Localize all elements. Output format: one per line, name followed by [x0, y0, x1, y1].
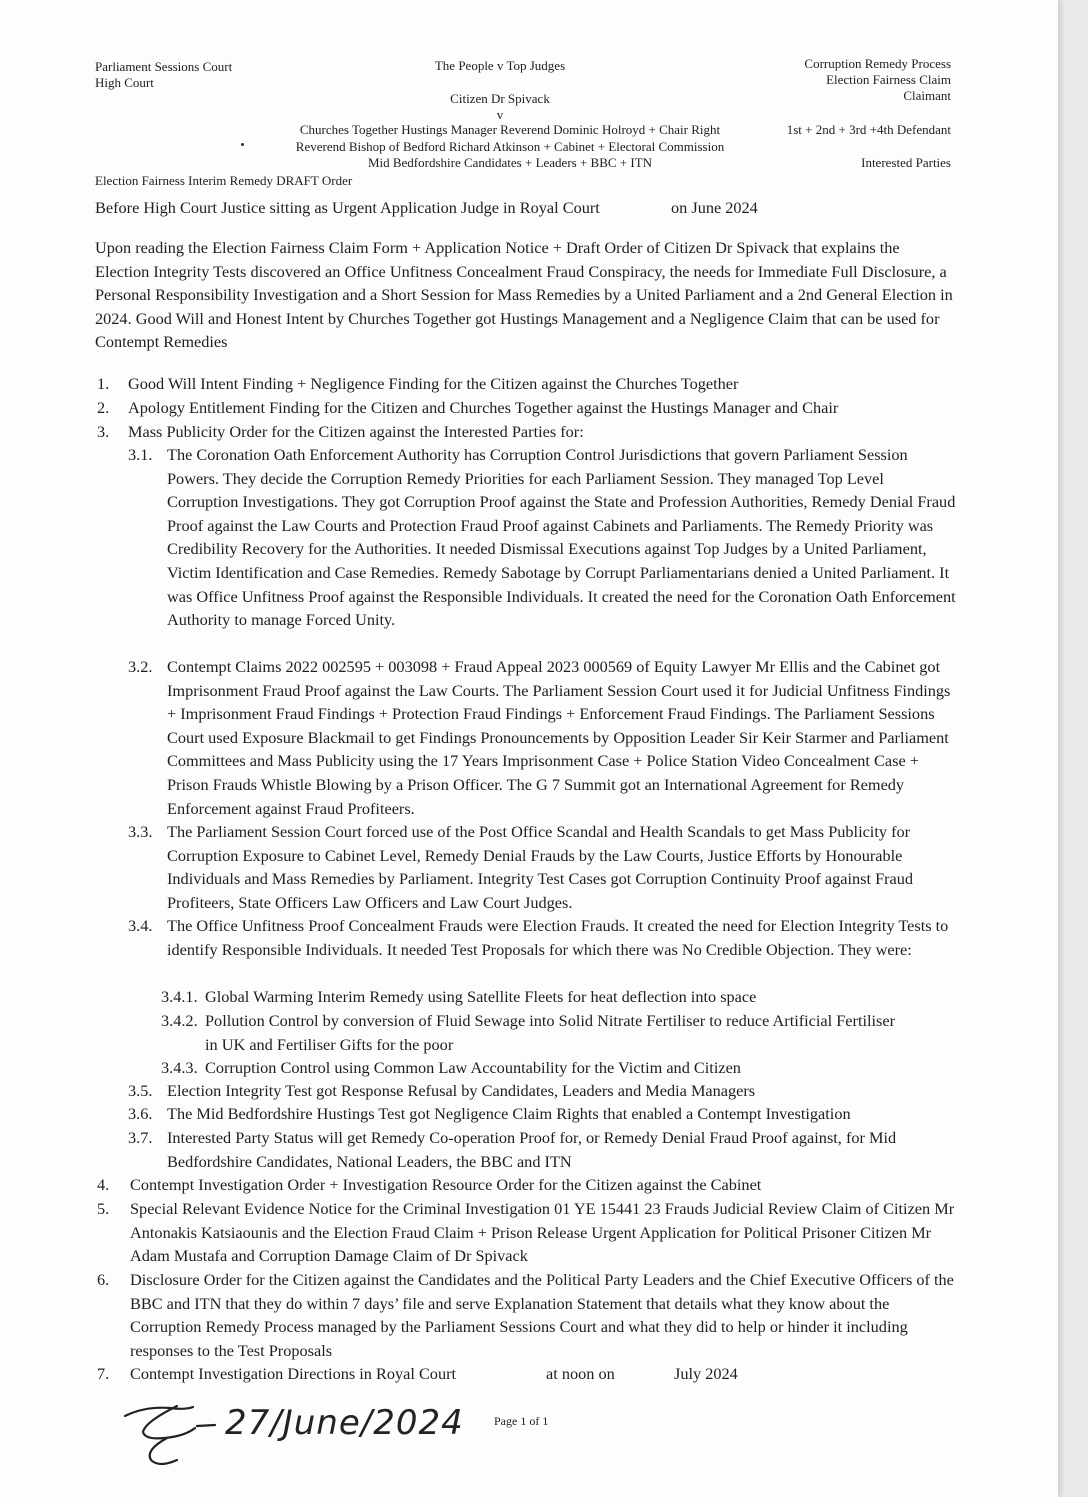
defendants-line-2: Reverend Bishop of Bedford Richard Atkinson + Cabinet + Electoral Commission: [295, 139, 725, 154]
list-item: [161, 1009, 901, 1056]
list-item: [128, 1102, 957, 1126]
defendants-line-1: Churches Together Hustings Manager Reverend Dominic Holroyd + Chair Right: [299, 122, 721, 137]
item-text: Global Warming Interim Remedy using Satellite Fleets for heat deflection into space: [205, 987, 757, 1006]
stray-dot: [241, 143, 244, 146]
item7-at-noon: at noon on: [546, 1364, 615, 1383]
item-text: The Office Unfitness Proof Concealment Frauds were Election Frauds. It created the need for Election Integrity Tests to identify Responsible Individuals. It needed Test Proposals for which there was No Credible Objection. They were:: [167, 916, 949, 959]
court-name: [95, 59, 232, 91]
process-info: [700, 56, 951, 104]
item-text: Election Integrity Test got Response Refusal by Candidates, Leaders and Media Managers: [167, 1081, 756, 1100]
before-date: on June 2024: [671, 198, 758, 217]
process-line-3: Claimant: [903, 88, 951, 103]
item7-month: July 2024: [674, 1364, 738, 1383]
item-number: 3.4.: [128, 916, 153, 935]
item-number: 3.3.: [128, 822, 153, 841]
item-text: The Mid Bedfordshire Hustings Test got Negligence Claim Rights that enabled a Contempt Investigation: [167, 1104, 851, 1123]
order-title: Election Fairness Interim Remedy DRAFT Order: [95, 173, 353, 188]
item-number: 5.: [97, 1199, 110, 1218]
process-line-1: Corruption Remedy Process: [804, 56, 951, 71]
case-title: The People v Top Judges: [434, 58, 566, 73]
item-number: 3.7.: [128, 1128, 153, 1147]
list-item: [97, 420, 957, 444]
court-name-line-1: Parliament Sessions Court: [95, 59, 233, 74]
list-item: [97, 1197, 957, 1268]
before-line: Before High Court Justice sitting as Urgent Application Judge in Royal Court: [95, 198, 600, 217]
item-number: 3.1.: [128, 445, 153, 464]
list-item: [97, 396, 957, 420]
list-item: [97, 1268, 957, 1362]
handwritten-date: 27/June/2024: [225, 1403, 464, 1443]
item-number: 3.4.3.: [161, 1058, 198, 1077]
item-text: The Parliament Session Court forced use of the Post Office Scandal and Health Scandals to get Mass Publicity for Corruption Exposure to Cabinet Level, Remedy Denial Frauds by the Law Courts, Justice Efforts by Honourable Individuals and Mass Remedies by Parliament. Integrity Test Cases got Corruption Continuity Proof against Fraud Profiteers, State Officers Law Officers and Law Court Judges.: [167, 822, 914, 912]
item-number: 2.: [97, 398, 110, 417]
claimant-name: Citizen Dr Spivack: [450, 91, 550, 106]
interested-parties-label: Interested Parties: [861, 155, 951, 170]
defendant-role: 1st + 2nd + 3rd +4th Defendant: [786, 122, 951, 137]
list-item: [128, 1079, 957, 1103]
item-number: 3.6.: [128, 1104, 153, 1123]
item-text: Disclosure Order for the Citizen against the Candidates and the Political Party Leaders and the Chief Executive Officers of the BBC and ITN that they do within 7 days’ file and serve Explanation Statement that details what they know about the Corruption Remedy Process managed by the Parliament Sessions Court and what they did to help or hinder it including responses to the Test Proposals: [130, 1270, 954, 1360]
list-item: [128, 443, 957, 632]
item-number: 3.4.2.: [161, 1011, 198, 1030]
versus-label: v: [496, 107, 504, 122]
item-number: 3.: [97, 422, 110, 441]
item-text: Special Relevant Evidence Notice for the Criminal Investigation 01 YE 15441 23 Frauds Judicial Review Claim of Citizen Mr Antonakis Katsiaounis and the Election Fraud Claim + Prison Release Urgent Application for Political Prisoner Citizen Mr Adam Mustafa and Corruption Damage Claim of Dr Spivack: [130, 1199, 955, 1266]
list-item: [128, 1126, 957, 1173]
signature-image: [115, 1394, 495, 1474]
list-item: [128, 655, 957, 820]
list-item: [97, 1173, 957, 1197]
page-number: Page 1 of 1: [494, 1414, 549, 1428]
court-name-line-2: High Court: [95, 75, 154, 90]
item-text: Contempt Claims 2022 002595 + 003098 + Fraud Appeal 2023 000569 of Equity Lawyer Mr Ellis and the Cabinet got Imprisonment Fraud Proof against the Law Courts. The Parliament Session Court used it for Judicial Unfitness Findings + Imprisonment Fraud Findings + Protection Fraud Findings + Enforcement Fraud Findings. The Parliament Sessions Court used Exposure Blackmail to get Findings Pronouncements by Opposition Leader Sir Keir Starmer and Parliament Committees and Mass Publicity using the 17 Years Imprisonment Case + Police Station Video Concealment Case + Prison Frauds Whistle Blowing by a Prison Officer. The G 7 Summit got an International Agreement for Remedy Enforcement against Fraud Profiteers.: [167, 657, 951, 818]
item-number: 3.2.: [128, 657, 153, 676]
item-number: 3.4.1.: [161, 987, 198, 1006]
item-text: Mass Publicity Order for the Citizen against the Interested Parties for:: [128, 422, 584, 441]
list-item: [97, 1362, 597, 1386]
item-number: 6.: [97, 1270, 110, 1289]
list-item: [161, 1056, 941, 1080]
item-number: 3.5.: [128, 1081, 153, 1100]
item-text: Contempt Investigation Directions in Royal Court: [130, 1364, 457, 1383]
item-text: Apology Entitlement Finding for the Citizen and Churches Together against the Hustings Manager and Chair: [128, 398, 839, 417]
item-text: Pollution Control by conversion of Fluid Sewage into Solid Nitrate Fertiliser to reduce Artificial Fertiliser in UK and Fertiliser Gifts for the poor: [205, 1011, 896, 1054]
item-text: Good Will Intent Finding + Negligence Finding for the Citizen against the Churches Together: [128, 374, 739, 393]
list-item: [128, 914, 957, 961]
list-item: [97, 372, 957, 396]
list-item: [128, 820, 957, 914]
defendants-line-3: Mid Bedfordshire Candidates + Leaders + BBC + ITN: [367, 155, 653, 170]
list-item: [161, 985, 901, 1009]
item-text: Contempt Investigation Order + Investigation Resource Order for the Citizen against the Cabinet: [130, 1175, 762, 1194]
item-text: The Coronation Oath Enforcement Authority has Corruption Control Jurisdictions that govern Parliament Session Powers. They decide the Corruption Remedy Priorities for each Parliament Session. They managed Top Level Corruption Investigations. They got Corruption Proof against the State and Profession Authorities, Remedy Denial Fraud Proof against the Law Courts and Protection Fraud Proof against Cabinets and Parliaments. The Remedy Priority was Credibility Recovery for the Authorities. It needed Dismissal Executions against Top Judges by a United Parliament, Victim Identification and Case Remedies. Remedy Sabotage by Corrupt Parliamentarians denied a United Parliament. It was Office Unfitness Proof against the Responsible Individuals. It created the need for the Coronation Oath Enforcement Authority to manage Forced Unity.: [167, 445, 956, 630]
intro-paragraph: Upon reading the Election Fairness Claim Form + Application Notice + Draft Order of Citizen Dr Spivack that explains the Election Integrity Tests discovered an Office Unfitness Concealment Fraud Conspiracy, the needs for Immediate Full Disclosure, a Personal Responsibility Investigation and a Short Session for Mass Remedies by a United Parliament and a 2nd General Election in 2024. Good Will and Honest Intent by Churches Together got Hustings Management and a Negligence Claim that can be used for Contempt Remedies: [95, 238, 953, 352]
item-number: 7.: [97, 1364, 110, 1383]
process-line-2: Election Fairness Claim: [826, 72, 951, 87]
item-number: 4.: [97, 1175, 110, 1194]
item-number: 1.: [97, 374, 110, 393]
item-text: Corruption Control using Common Law Accountability for the Victim and Citizen: [205, 1058, 741, 1077]
item-text: Interested Party Status will get Remedy Co-operation Proof for, or Remedy Denial Fraud Proof against, for Mid Bedfordshire Candidates, National Leaders, the BBC and ITN: [167, 1128, 897, 1171]
